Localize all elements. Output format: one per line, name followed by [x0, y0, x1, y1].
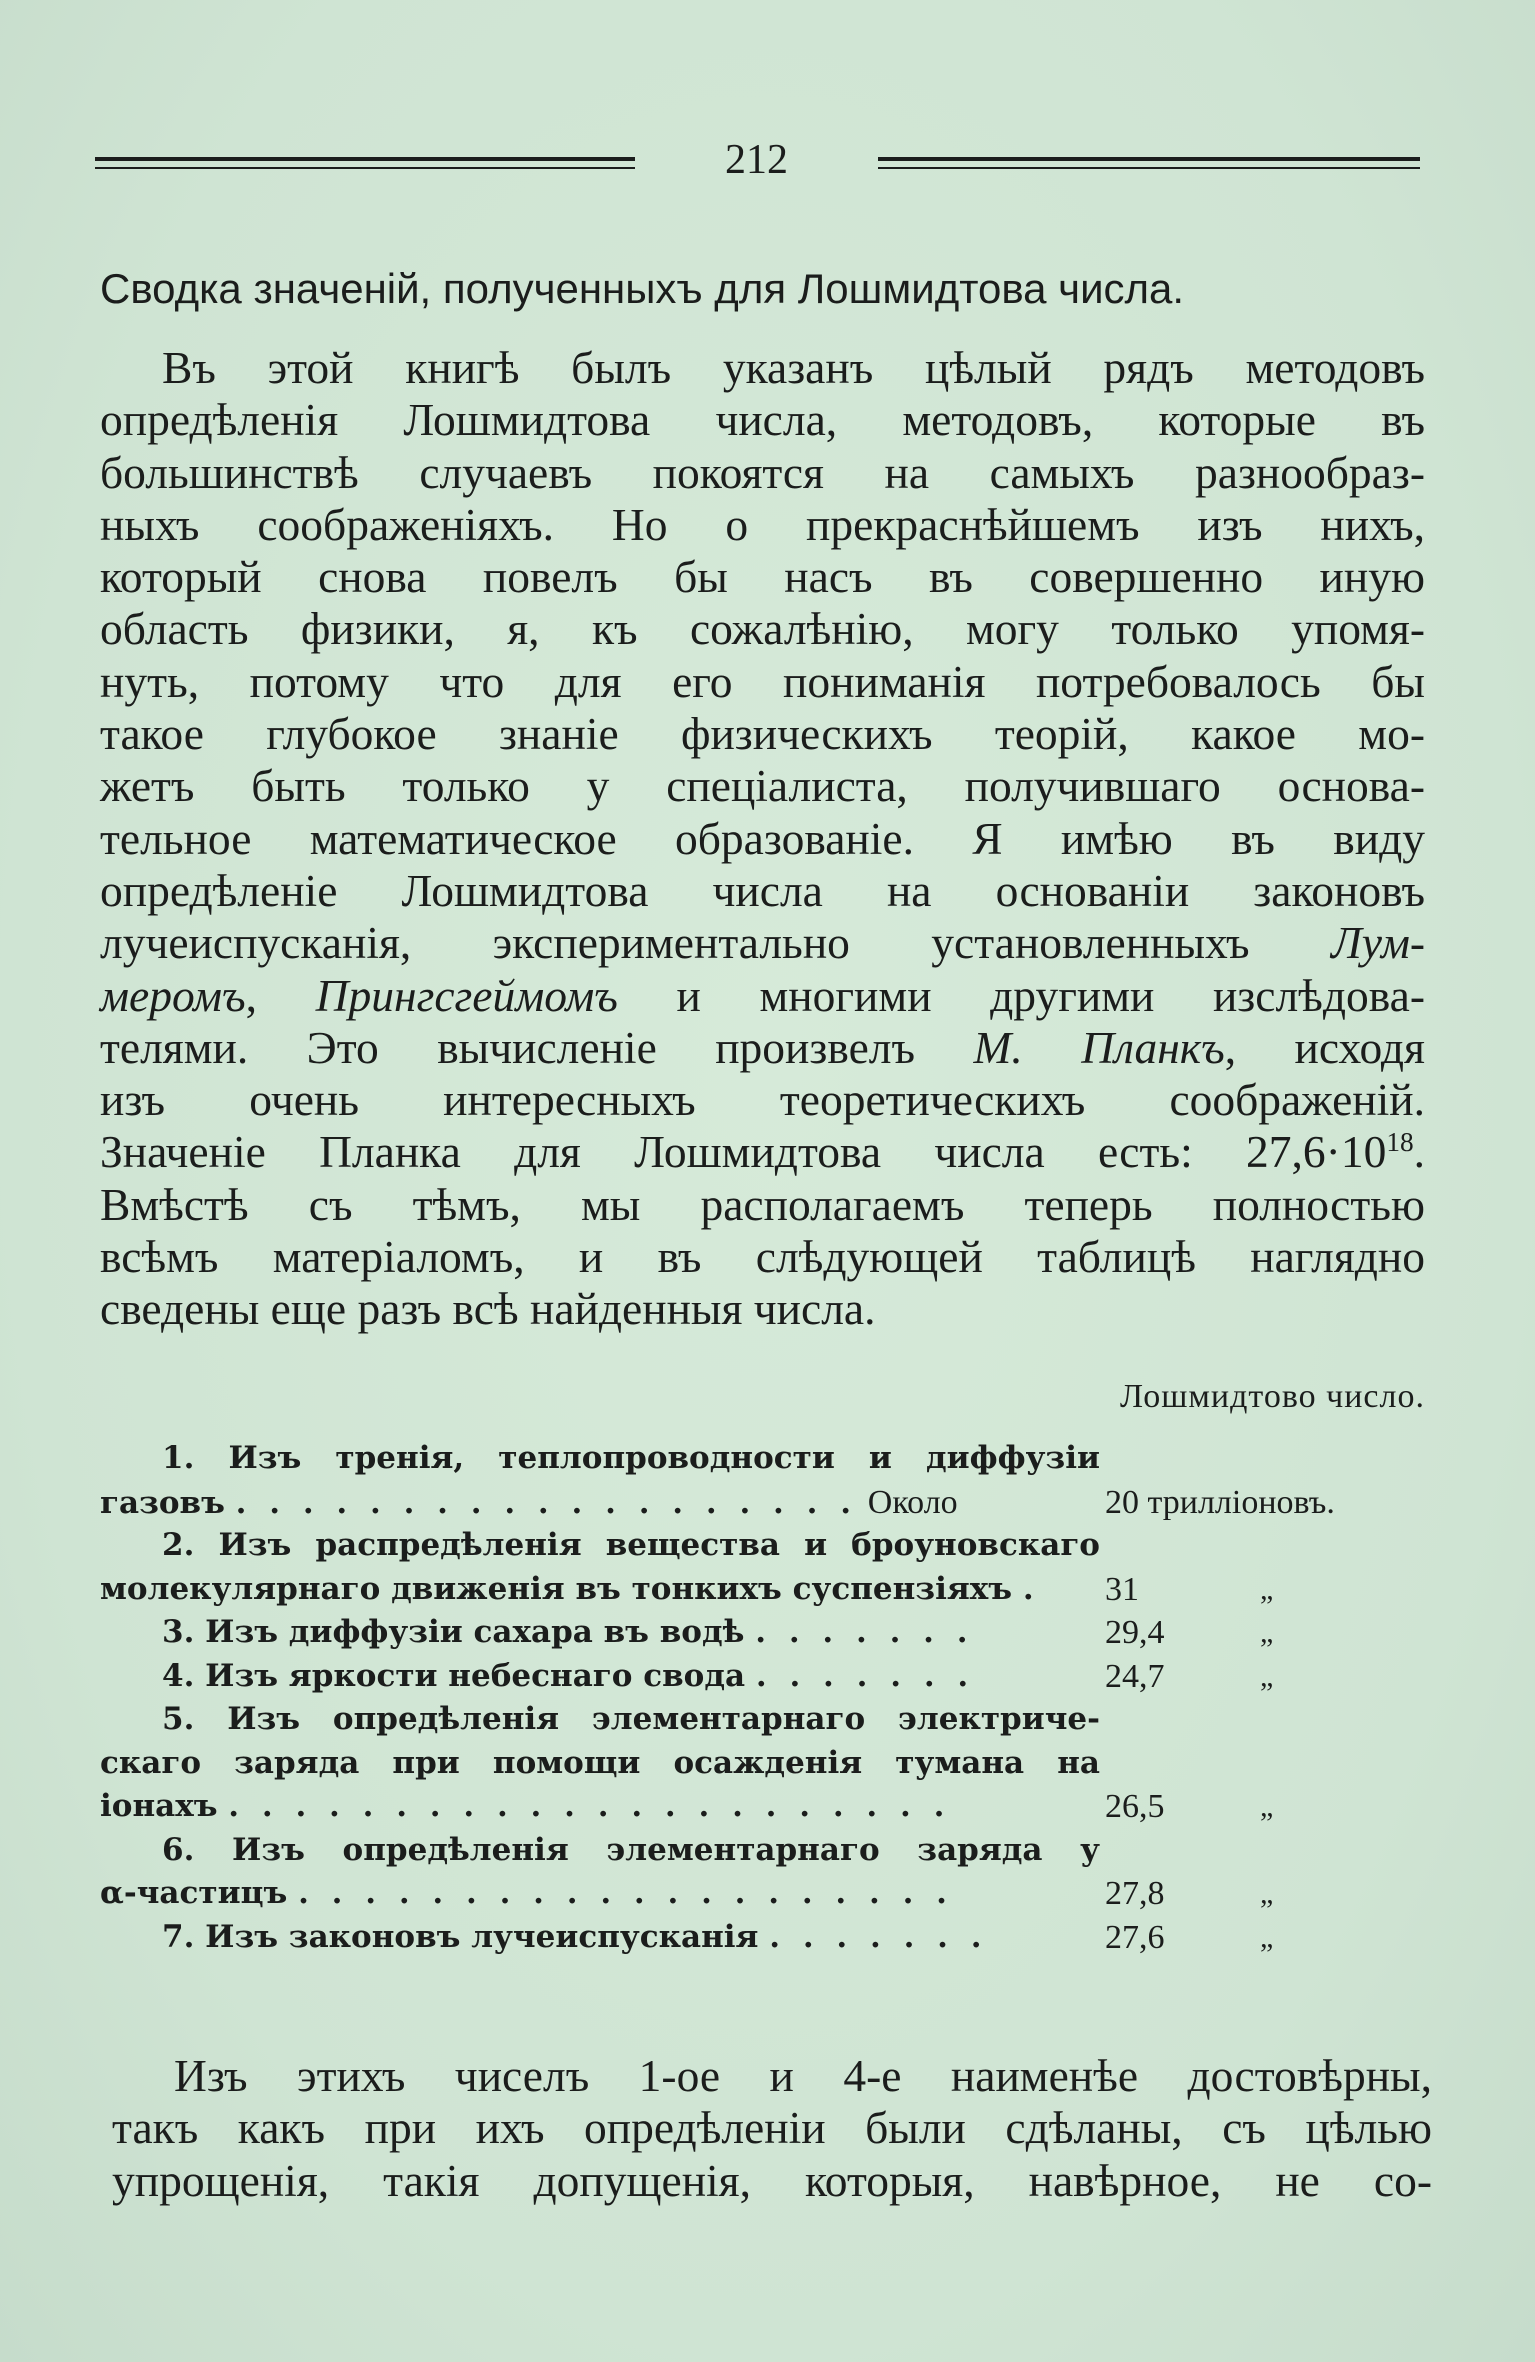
dot-leader: . . . . . . . . . . . . . . . . . . . [235, 1484, 857, 1521]
paragraph-line: тельное математическое образованіе. Я имѣю въ виду [100, 812, 1425, 864]
row-description [100, 1568, 1100, 1612]
dot-leader: . . . . . . . . . . . . . . . . . . . . [298, 1875, 953, 1911]
dot-leader: . [1022, 1570, 1040, 1607]
body-paragraph [100, 342, 1425, 1336]
table-row [100, 1742, 1425, 1786]
paragraph-line: Вмѣстѣ съ тѣмъ, мы располагаемъ теперь полностью [100, 1178, 1425, 1230]
line-text: телями. Это вычисленіе произвелъ [100, 1021, 916, 1073]
paragraph-line [100, 1126, 1425, 1178]
row-description [100, 1481, 1100, 1526]
paragraph-line: который снова повелъ бы насъ въ совершенно иную [100, 551, 1425, 603]
row-description [162, 1916, 1100, 1960]
header-rule-left [95, 157, 635, 169]
paragraph-line: опредѣленія Лошмидтова числа, методовъ, которые въ [100, 394, 1425, 446]
paragraph-line: меромъ, Прингсгеймомъ и многими другими изслѣдова- [100, 969, 1426, 1021]
ditto-mark: „ [1260, 1790, 1274, 1823]
paragraph-line: всѣмъ матеріаломъ, и въ слѣдующей таблицѣ наглядно [100, 1231, 1425, 1283]
row-text: іонахъ [100, 1788, 218, 1824]
row-value: 26,5 [1105, 1788, 1165, 1825]
row-text: α-частицъ [100, 1875, 288, 1911]
name-planck: М. Планкъ [973, 1021, 1225, 1073]
row-text: газовъ [100, 1484, 225, 1521]
paragraph-line [100, 1022, 1425, 1074]
page-header [95, 135, 1420, 185]
dot-leader: . . . . . . . [755, 1657, 975, 1694]
paragraph-line: большинствѣ случаевъ покоятся на самыхъ разнообраз- [100, 446, 1425, 498]
line-text: лучеиспусканія, экспериментально установленныхъ [100, 917, 1250, 969]
row-text: 4. Изъ яркости небеснаго свода [162, 1657, 746, 1694]
paragraph-line: нуть, потому что для его пониманія потребовалось бы [100, 655, 1425, 707]
exponent: 18 [1386, 1127, 1414, 1158]
header-rule-right [878, 157, 1420, 169]
name-lummer: меромъ [100, 969, 246, 1021]
row-value: 27,6 [1105, 1918, 1165, 1956]
table-row [100, 1872, 1425, 1916]
table-row [100, 1611, 1425, 1655]
loschmidt-table [100, 1437, 1425, 1959]
ditto-mark: „ [1260, 1616, 1274, 1649]
page-number: 212 [725, 137, 788, 183]
table-row [100, 1698, 1425, 1742]
row-value: 29,4 [1105, 1614, 1165, 1651]
row-description: скаго заряда при помощи осажденія тумана на [100, 1744, 1100, 1781]
table-row [100, 1568, 1425, 1612]
dot-leader: . . . . . . . [755, 1614, 974, 1650]
section-title: Сводка значеній, полученныхъ для Лошмидтова числа. [100, 265, 1185, 312]
table-row [100, 1785, 1425, 1829]
ditto-mark: „ [1260, 1920, 1274, 1954]
paragraph-line: область физики, я, къ сожалѣнію, могу только упомя- [100, 603, 1425, 655]
row-description: 5. Изъ опредѣленія элементарнаго электриче- [162, 1701, 1100, 1737]
paragraph-line: Въ этой книгѣ былъ указанъ цѣлый рядъ методовъ [162, 342, 1425, 393]
paragraph-line: такъ какъ при ихъ опредѣленіи были сдѣланы, съ цѣлью [112, 2102, 1432, 2154]
name-pringsheim: Прингсгеймомъ [315, 969, 618, 1021]
paragraph-line: изъ очень интересныхъ теоретическихъ соображеній. [100, 1074, 1425, 1126]
ditto-mark: „ [1260, 1572, 1274, 1606]
value-prefix: Около [867, 1483, 958, 1521]
row-description: 6. Изъ опредѣленія элементарнаго заряда у [162, 1831, 1100, 1868]
line-text: и многими другими изслѣдова- [676, 969, 1426, 1021]
table-caption: Лошмидтово число. [1120, 1378, 1425, 1415]
row-description [100, 1785, 1100, 1829]
table-row [100, 1916, 1425, 1960]
row-value: 31 [1105, 1570, 1139, 1608]
table-row [100, 1524, 1425, 1568]
name-lummer-part: Лум- [1330, 917, 1426, 969]
table-row [100, 1481, 1425, 1525]
row-description [162, 1655, 1100, 1699]
row-value: 20 трилліоновъ. [1105, 1483, 1335, 1521]
ditto-mark: „ [1260, 1877, 1274, 1910]
line-text: Значеніе Планка для Лошмидтова числа есть: 27,6·10 [100, 1126, 1387, 1178]
ditto-mark: „ [1260, 1659, 1274, 1693]
row-value: 27,8 [1105, 1875, 1165, 1912]
row-description [100, 1872, 1100, 1916]
row-text: молекулярнаго движенія въ тонкихъ суспензіяхъ [100, 1570, 1013, 1607]
row-description: 1. Изъ тренія, теплопроводности и диффузіи [162, 1440, 1100, 1476]
paragraph-line: опредѣленіе Лошмидтова числа на основаніи законовъ [100, 864, 1425, 916]
table-row [100, 1437, 1425, 1481]
table-row [100, 1829, 1425, 1873]
bottom-paragraph [112, 2050, 1432, 2207]
paragraph-line: сведены еще разъ всѣ найденныя числа. [100, 1283, 876, 1335]
row-text: 7. Изъ законовъ лучеиспусканія [162, 1918, 759, 1955]
line-text: . [1413, 1126, 1425, 1178]
paragraph-line: Изъ этихъ чиселъ 1-ое и 4-е наименѣе достовѣрны, [174, 2050, 1432, 2101]
paragraph-line: жетъ быть только у спеціалиста, получившаго основа- [100, 760, 1425, 812]
table-row [100, 1655, 1425, 1699]
row-value: 24,7 [1105, 1657, 1165, 1695]
line-text: , исходя [1224, 1021, 1425, 1073]
row-text: 3. Изъ диффузіи сахара въ водѣ [162, 1614, 745, 1650]
dot-leader: . . . . . . . . . . . . . . . . . . . . . . [228, 1788, 951, 1824]
paragraph-line: такое глубокое знаніе физическихъ теорій, какое мо- [100, 708, 1425, 760]
dot-leader: . . . . . . . [769, 1918, 988, 1955]
paragraph-line: упрощенія, такія допущенія, которыя, навѣрное, не со- [112, 2154, 1432, 2206]
paragraph-line: ныхъ соображеніяхъ. Но о прекраснѣйшемъ изъ нихъ, [100, 498, 1425, 550]
row-description: 2. Изъ распредѣленія вещества и броуновскаго [162, 1527, 1100, 1563]
paragraph-line [100, 917, 1425, 969]
row-description [162, 1611, 1100, 1655]
